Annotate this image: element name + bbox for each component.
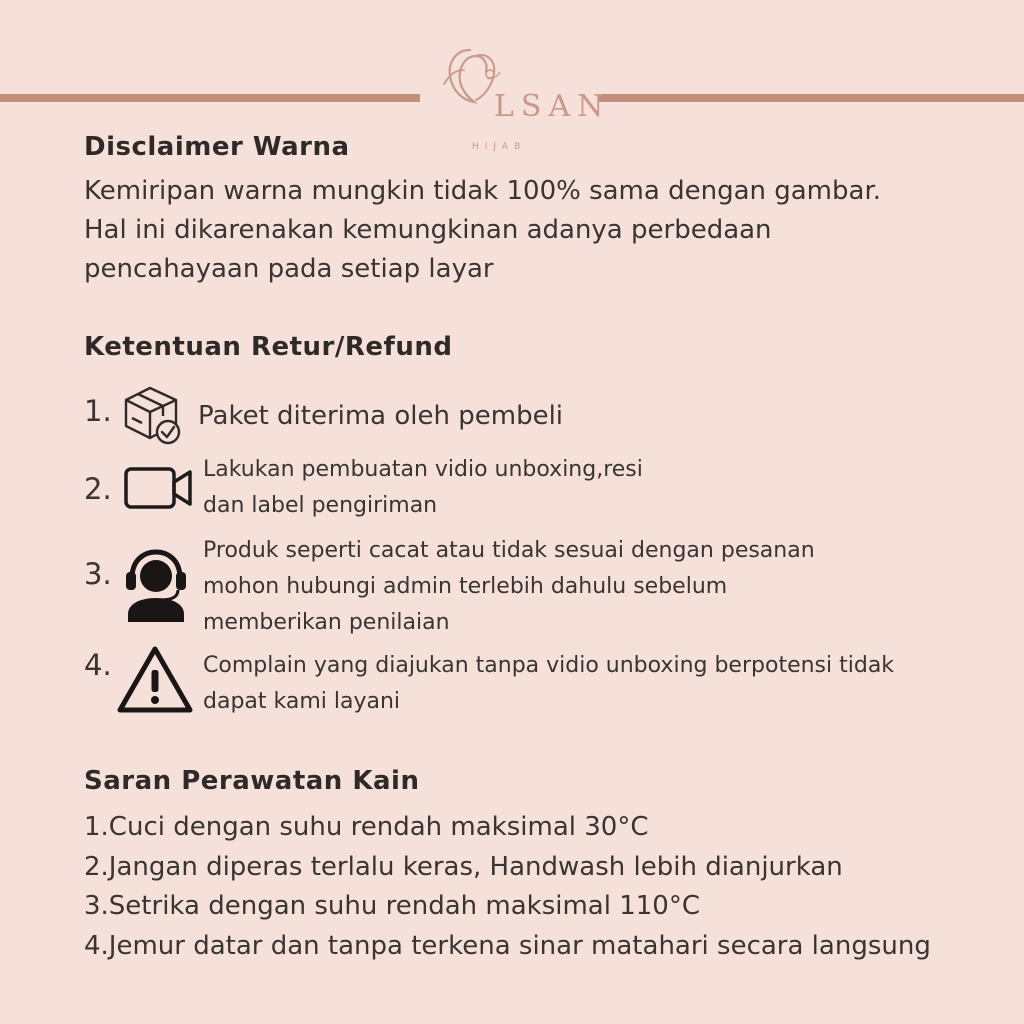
disclaimer-text xyxy=(84,172,984,289)
disclaimer-line: pencahayaan pada setiap layar xyxy=(84,254,494,284)
header-divider-left xyxy=(0,94,420,102)
return-item-number: 4. xyxy=(84,648,112,682)
fabric-care-item: 3.Setrika dengan suhu rendah maksimal 110°C xyxy=(84,891,701,921)
disclaimer-heading: Disclaimer Warna xyxy=(84,132,350,162)
fabric-care-item: 1.Cuci dengan suhu rendah maksimal 30°C xyxy=(84,812,649,842)
return-item-text xyxy=(198,398,563,434)
return-item-line: dan label pengiriman xyxy=(203,493,438,518)
warning-icon xyxy=(116,644,194,714)
hijab-silhouette-icon xyxy=(440,44,502,114)
return-item-line: dapat kami layani xyxy=(203,689,401,714)
brand-name: LSAN xyxy=(494,89,611,124)
package-check-icon xyxy=(122,382,182,446)
return-item-number: 3. xyxy=(84,557,112,591)
fabric-care-heading: Saran Perawatan Kain xyxy=(84,766,420,796)
return-item-line: mohon hubungi admin terlebih dahulu sebelum xyxy=(203,574,728,599)
brand-tagline: HIJAB xyxy=(472,142,527,152)
return-item-line: Complain yang diajukan tanpa vidio unboxing berpotensi tidak xyxy=(203,653,895,678)
return-item-line: memberikan penilaian xyxy=(203,610,450,635)
return-item-text xyxy=(203,533,815,641)
return-item-line: Lakukan pembuatan vidio unboxing,resi xyxy=(203,457,643,482)
disclaimer-line: Kemiripan warna mungkin tidak 100% sama dengan gambar. xyxy=(84,176,882,206)
return-item-line: Produk seperti cacat atau tidak sesuai dengan pesanan xyxy=(203,538,815,563)
return-item-line: Paket diterima oleh pembeli xyxy=(198,401,564,431)
return-item-text xyxy=(203,452,643,524)
brand-logo xyxy=(436,44,611,152)
return-item-number: 2. xyxy=(84,472,112,506)
disclaimer-line: Hal ini dikarenakan kemungkinan adanya perbedaan xyxy=(84,215,772,245)
header-divider-right xyxy=(598,94,1024,102)
return-item-text xyxy=(203,648,894,720)
return-policy-heading: Ketentuan Retur/Refund xyxy=(84,332,453,362)
fabric-care-list xyxy=(84,808,931,966)
headset-support-icon xyxy=(122,548,190,624)
video-camera-icon xyxy=(124,466,194,510)
fabric-care-item: 4.Jemur datar dan tanpa terkena sinar matahari secara langsung xyxy=(84,930,931,961)
return-item-number: 1. xyxy=(84,394,112,428)
fabric-care-item: 2.Jangan diperas terlalu keras, Handwash lebih dianjurkan xyxy=(84,851,843,882)
